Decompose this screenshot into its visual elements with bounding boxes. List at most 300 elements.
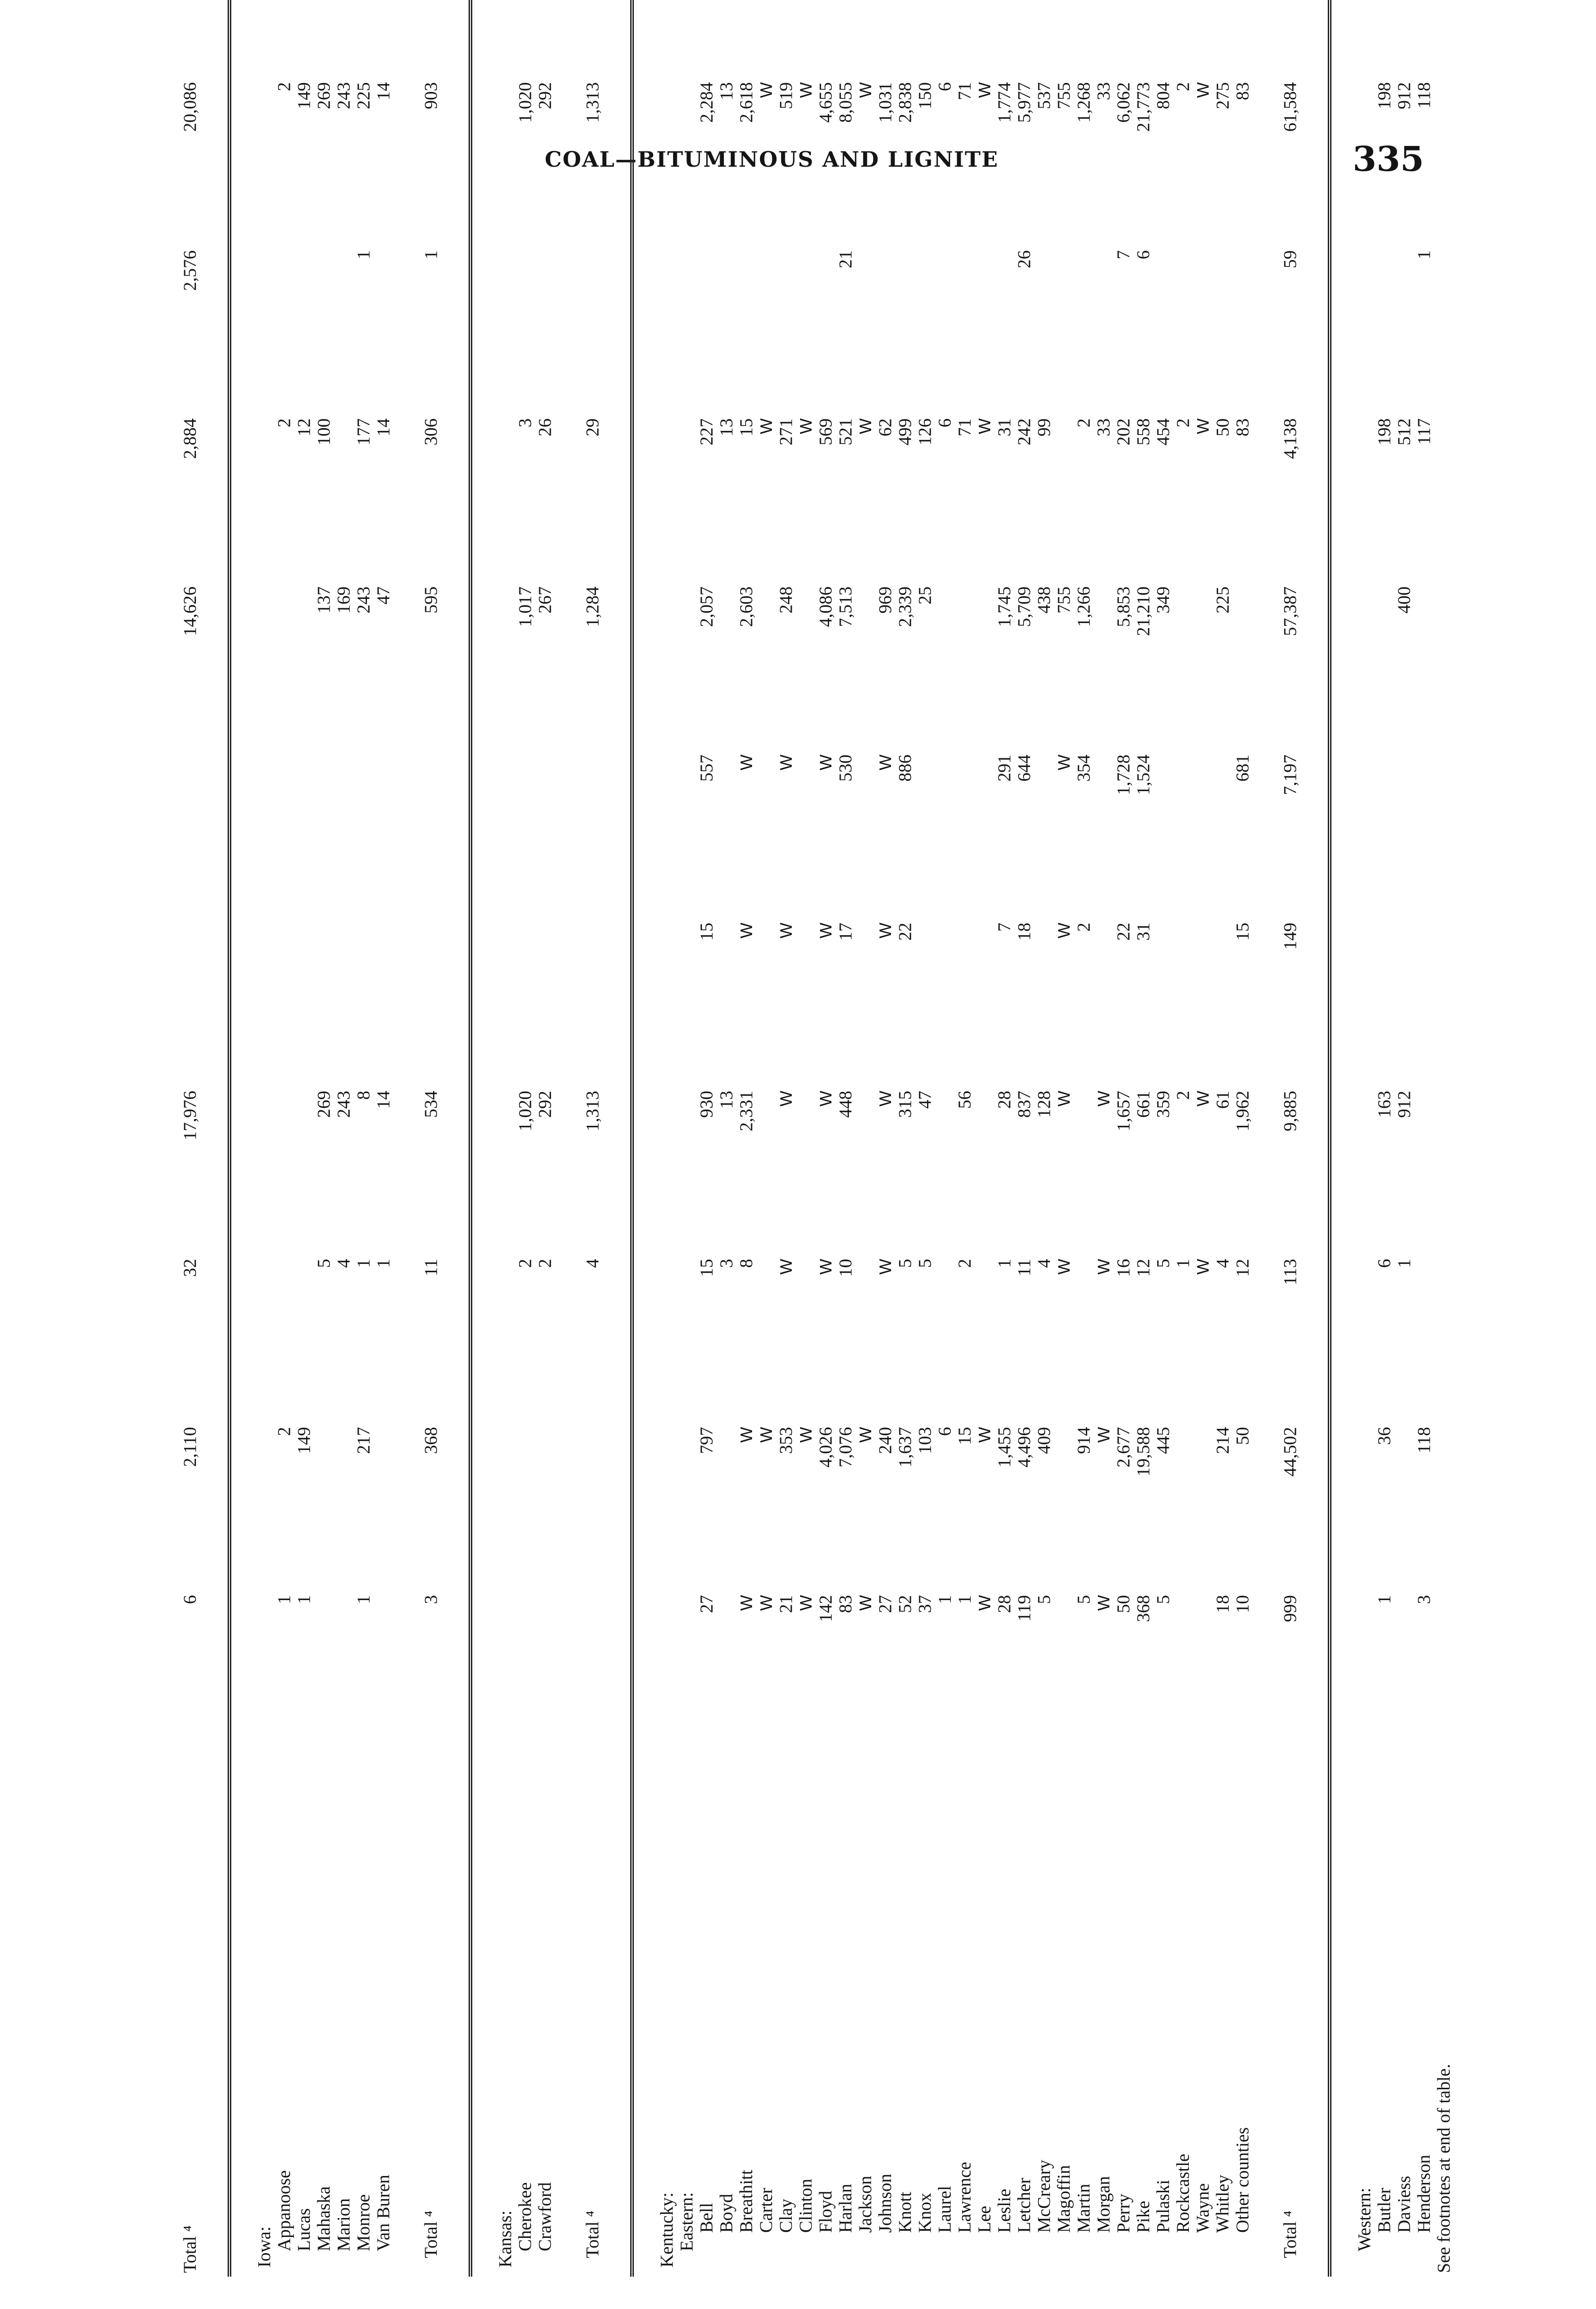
cell: 118: [1414, 1427, 1434, 1454]
cell: 10: [836, 1259, 855, 1277]
cell: [535, 751, 555, 919]
cell: [314, 1423, 334, 1591]
cell: [555, 0, 632, 79]
cell: W: [1054, 755, 1073, 770]
cell: 37: [915, 1595, 935, 1613]
row-label: Magoffin: [1054, 2165, 1074, 2233]
cell: [555, 1423, 632, 1591]
cell: 2: [1173, 82, 1193, 91]
cell: 47: [373, 586, 393, 604]
table-row: [1153, 0, 1173, 2277]
row-label: Total ⁴: [1253, 1759, 1330, 2277]
cell: 837: [1014, 1091, 1034, 1118]
row-label: Bell: [697, 2203, 717, 2233]
table-row: [776, 0, 796, 2277]
cell: 113: [1253, 1255, 1330, 1423]
row-label: Whitley: [1213, 2175, 1233, 2233]
row-label: Butler: [1374, 2188, 1394, 2233]
table-row: [816, 0, 836, 2277]
cell: 71: [955, 82, 975, 100]
subregion-heading-row: [677, 0, 697, 2277]
cell: 137: [314, 586, 334, 614]
cell: W: [796, 1427, 815, 1443]
cell: 163: [1374, 1091, 1394, 1118]
cell: 445: [1153, 1427, 1173, 1454]
cell: 15: [697, 923, 717, 941]
row-label: Pulaski: [1153, 2180, 1173, 2233]
cell: [1114, 0, 1133, 79]
row-label: Total ⁴: [175, 1759, 229, 2277]
cell: [1054, 247, 1074, 415]
table-row: [1074, 0, 1094, 2277]
cell: 243: [334, 1091, 354, 1118]
cell: [515, 919, 535, 1087]
row-label: Breathitt: [736, 2170, 756, 2233]
cell: W: [816, 755, 835, 770]
cell: 5,977: [1014, 82, 1034, 123]
cell: 198: [1374, 418, 1394, 446]
cell: 530: [836, 755, 855, 782]
cell: [796, 1255, 816, 1423]
cell: 2: [955, 1259, 975, 1268]
county-production-table: [175, 0, 1454, 2277]
cell: [1054, 415, 1074, 583]
cell: [274, 0, 294, 79]
cell: [717, 583, 736, 751]
cell: [314, 1591, 334, 1759]
cell: 6,062: [1114, 82, 1133, 123]
cell: [294, 751, 314, 919]
row-label: Clinton: [796, 2178, 816, 2233]
cell: W: [856, 418, 875, 434]
total-row: [1253, 0, 1330, 2277]
cell: [314, 247, 334, 415]
cell: 448: [836, 1091, 855, 1118]
cell: 33: [1094, 82, 1114, 100]
section-heading: Iowa:: [254, 2226, 274, 2267]
cell: [1094, 0, 1114, 79]
cell: 149: [294, 1427, 314, 1454]
cell: 61: [1213, 1091, 1233, 1109]
cell: 118: [1414, 82, 1434, 109]
cell: 20,086: [175, 79, 229, 247]
cell: W: [1193, 1091, 1212, 1106]
cell: 755: [1054, 586, 1074, 614]
cell: [855, 0, 875, 79]
cell: 50: [1213, 418, 1233, 436]
cell: [756, 0, 776, 79]
cell: [515, 0, 535, 79]
table-row: [915, 0, 935, 2277]
cell: [935, 583, 955, 751]
cell: [697, 247, 717, 415]
cell: [354, 919, 373, 1087]
cell: 26: [535, 418, 555, 436]
cell: 29: [555, 415, 632, 583]
cell: [975, 919, 994, 1087]
cell: 36: [1374, 1427, 1394, 1445]
table-row: [334, 0, 354, 2277]
cell: [1094, 751, 1114, 919]
cell: [915, 0, 935, 79]
cell: 292: [535, 1091, 555, 1118]
cell: 13: [717, 418, 736, 436]
cell: 103: [915, 1427, 935, 1454]
cell: 1,268: [1074, 82, 1094, 123]
cell: [975, 247, 994, 415]
cell: [274, 1087, 294, 1255]
cell: [717, 919, 736, 1087]
cell: [1414, 919, 1434, 1087]
cell: 1: [274, 1595, 294, 1604]
cell: [855, 583, 875, 751]
cell: [1094, 247, 1114, 415]
cell: W: [856, 1427, 875, 1443]
cell: 353: [776, 1427, 796, 1454]
cell: [535, 0, 555, 79]
cell: 1: [1173, 1259, 1193, 1268]
table-row: [994, 0, 1014, 2277]
cell: [334, 919, 354, 1087]
cell: 1,313: [555, 79, 632, 247]
cell: 7: [994, 923, 1014, 932]
table-row: [535, 0, 555, 2277]
cell: 6: [935, 418, 955, 428]
cell: 5: [1034, 1595, 1054, 1604]
cell: [1094, 583, 1114, 751]
cell: 11: [393, 1255, 470, 1423]
cell: 1: [1394, 1259, 1414, 1268]
cell: 44,502: [1253, 1423, 1330, 1591]
cell: 755: [1054, 82, 1074, 109]
cell: [175, 919, 229, 1087]
cell: 2,057: [697, 586, 717, 627]
cell: [1253, 0, 1330, 79]
cell: 1: [354, 250, 373, 260]
table-row: [1034, 0, 1054, 2277]
cell: [855, 1255, 875, 1423]
cell: W: [876, 755, 895, 770]
cell: 2: [274, 82, 294, 91]
cell: 557: [697, 755, 717, 782]
cell: 306: [393, 415, 470, 583]
cell: [975, 751, 994, 919]
cell: 21,210: [1133, 586, 1153, 636]
table-row: [836, 0, 855, 2277]
row-label: Van Buren: [373, 2175, 393, 2251]
cell: 1,962: [1233, 1091, 1253, 1131]
row-label: Mahaska: [314, 2186, 334, 2251]
cell: 1: [373, 1259, 393, 1268]
cell: [274, 919, 294, 1087]
cell: 912: [1394, 82, 1414, 109]
cell: 202: [1114, 418, 1133, 446]
cell: 2: [1173, 1091, 1193, 1100]
cell: 8,055: [836, 82, 855, 123]
cell: W: [856, 1595, 875, 1611]
cell: 2: [535, 1259, 555, 1268]
table-row: [717, 0, 736, 2277]
cell: 512: [1394, 418, 1414, 446]
cell: [1173, 1591, 1193, 1759]
cell: [354, 751, 373, 919]
cell: 126: [915, 418, 935, 446]
row-label: Henderson: [1414, 2155, 1434, 2233]
cell: [1193, 247, 1213, 415]
cell: [756, 1087, 776, 1255]
cell: [915, 751, 935, 919]
section-heading: Kansas:: [495, 2210, 515, 2267]
cell: [796, 583, 816, 751]
cell: [1034, 919, 1054, 1087]
table-row: [855, 0, 875, 2277]
cell: 2: [515, 1259, 535, 1268]
cell: [535, 1423, 555, 1591]
cell: 59: [1253, 247, 1330, 415]
cell: 368: [1133, 1595, 1153, 1622]
row-label: Total ⁴: [555, 1759, 632, 2277]
row-label: Morgan: [1094, 2176, 1114, 2233]
cell: [717, 751, 736, 919]
cell: 225: [354, 82, 373, 109]
cell: [1054, 1591, 1074, 1759]
cell: [1414, 583, 1434, 751]
cell: [1394, 0, 1414, 79]
cell: [1074, 0, 1094, 79]
cell: W: [757, 1427, 776, 1443]
cell: [935, 919, 955, 1087]
row-label: Lee: [975, 2206, 994, 2233]
cell: 5,709: [1014, 586, 1034, 627]
cell: 275: [1213, 82, 1233, 109]
table-body: [175, 0, 1454, 2277]
cell: [1394, 1423, 1414, 1591]
cell: 1,017: [515, 586, 535, 627]
cell: 269: [314, 1091, 334, 1118]
cell: [935, 0, 955, 79]
cell: [1414, 1255, 1434, 1423]
cell: 644: [1014, 755, 1034, 782]
cell: W: [1193, 1259, 1212, 1275]
section-heading: Western:: [1355, 2188, 1374, 2251]
table-row: [1394, 0, 1414, 2277]
table-row: [294, 0, 314, 2277]
cell: [1374, 751, 1394, 919]
cell: 9,885: [1253, 1087, 1330, 1255]
cell: 17,976: [175, 1087, 229, 1255]
table-row: [274, 0, 294, 2277]
table-row: [354, 0, 373, 2277]
cell: 21,773: [1133, 82, 1153, 132]
cell: 10: [1233, 1595, 1253, 1613]
cell: 1,020: [515, 1091, 535, 1131]
cell: [796, 0, 816, 79]
cell: 5: [915, 1259, 935, 1268]
cell: [1153, 919, 1173, 1087]
cell: 914: [1074, 1427, 1094, 1454]
cell: 227: [697, 418, 717, 446]
cell: 32: [175, 1255, 229, 1423]
cell: [756, 247, 776, 415]
cell: 6: [175, 1591, 229, 1759]
cell: 2,576: [175, 247, 229, 415]
cell: [535, 1591, 555, 1759]
cell: W: [1054, 1259, 1073, 1275]
cell: 6: [935, 82, 955, 91]
cell: [1094, 919, 1114, 1087]
cell: W: [975, 1595, 994, 1611]
table-row: [1193, 0, 1213, 2277]
cell: [294, 919, 314, 1087]
cell: 2,339: [895, 586, 915, 627]
cell: W: [876, 923, 895, 938]
cell: [294, 1255, 314, 1423]
table-row: [975, 0, 994, 2277]
cell: 21: [776, 1595, 796, 1613]
cell: 1,284: [555, 583, 632, 751]
cell: [535, 919, 555, 1087]
cell: 4,496: [1014, 1427, 1034, 1468]
cell: [975, 1255, 994, 1423]
cell: 4: [1213, 1259, 1233, 1268]
cell: [1414, 751, 1434, 919]
row-label: Johnson: [875, 2174, 895, 2233]
row-label: Knott: [895, 2192, 915, 2233]
cell: 454: [1153, 418, 1173, 446]
cell: [975, 1087, 994, 1255]
cell: [756, 751, 776, 919]
section-heading: See footnotes at end of table.: [1434, 2064, 1454, 2273]
cell: 1,455: [994, 1427, 1014, 1468]
row-label: Other counties: [1233, 2127, 1253, 2233]
cell: 3: [393, 1591, 470, 1759]
cell: 804: [1153, 82, 1173, 109]
cell: [373, 751, 393, 919]
cell: 6: [1133, 250, 1153, 260]
cell: 1,728: [1114, 755, 1133, 795]
cell: [1374, 919, 1394, 1087]
row-label: Wayne: [1193, 2183, 1213, 2233]
cell: [1394, 919, 1414, 1087]
row-label: Marion: [334, 2198, 354, 2251]
row-label: Jackson: [855, 2176, 875, 2233]
cell: [175, 0, 229, 79]
cell: 2: [1074, 923, 1094, 932]
cell: [294, 583, 314, 751]
cell: [274, 1255, 294, 1423]
cell: 225: [1213, 586, 1233, 614]
cell: [915, 247, 935, 415]
table-row: [1094, 0, 1114, 2277]
cell: 2: [1173, 418, 1193, 428]
cell: 1: [294, 1595, 314, 1604]
cell: 21: [836, 250, 855, 268]
cell: [354, 0, 373, 79]
cell: [1233, 583, 1253, 751]
cell: [1394, 751, 1414, 919]
cell: [1074, 1255, 1094, 1423]
cell: W: [796, 82, 815, 98]
cell: W: [737, 923, 756, 938]
cell: 912: [1394, 1091, 1414, 1118]
cell: W: [1094, 1427, 1113, 1443]
cell: 519: [776, 82, 796, 109]
cell: 5: [314, 1259, 334, 1268]
table-row: [1213, 0, 1233, 2277]
cell: [1034, 0, 1054, 79]
cell: [855, 1087, 875, 1255]
cell: 31: [1133, 923, 1153, 941]
cell: 521: [836, 418, 855, 446]
cell: [975, 583, 994, 751]
row-label: Lucas: [294, 2208, 314, 2251]
cell: 240: [875, 1427, 895, 1454]
cell: 83: [836, 1595, 855, 1613]
row-label: Floyd: [816, 2190, 836, 2233]
cell: W: [1094, 1595, 1113, 1611]
cell: 25: [915, 586, 935, 604]
row-label: Letcher: [1014, 2177, 1034, 2233]
cell: 969: [875, 586, 895, 614]
cell: 50: [1114, 1595, 1133, 1613]
table-row: [1374, 0, 1394, 2277]
cell: [935, 247, 955, 415]
cell: [756, 1255, 776, 1423]
cell: 271: [776, 418, 796, 446]
state-heading-row: [470, 0, 515, 2277]
cell: 198: [1374, 82, 1394, 109]
cell: [1193, 751, 1213, 919]
cell: [334, 1423, 354, 1591]
cell: W: [737, 1595, 756, 1611]
cell: W: [975, 1427, 994, 1443]
cell: [796, 247, 816, 415]
cell: W: [816, 1259, 835, 1275]
state-heading-row: [229, 0, 274, 2277]
cell: 1,524: [1133, 755, 1153, 795]
cell: [736, 0, 756, 79]
cell: 4,086: [816, 586, 836, 627]
cell: 13: [717, 1091, 736, 1109]
cell: [1213, 919, 1233, 1087]
cell: [1233, 0, 1253, 79]
cell: [1414, 1087, 1434, 1255]
cell: [334, 415, 354, 583]
row-label: Rockcastle: [1173, 2153, 1193, 2233]
cell: 1: [955, 1595, 975, 1604]
table-row: [955, 0, 975, 2277]
cell: 15: [697, 1259, 717, 1277]
cell: 2,284: [697, 82, 717, 123]
cell: 150: [915, 82, 935, 109]
cell: [816, 0, 836, 79]
cell: 1,266: [1074, 586, 1094, 627]
cell: [895, 247, 915, 415]
cell: 27: [697, 1595, 717, 1613]
cell: [1173, 247, 1193, 415]
cell: [555, 247, 632, 415]
cell: 214: [1213, 1427, 1233, 1454]
table-row: [1114, 0, 1133, 2277]
cell: 50: [1233, 1427, 1253, 1445]
cell: [1193, 919, 1213, 1087]
cell: 177: [354, 418, 373, 446]
cell: [717, 247, 736, 415]
cell: [1054, 1423, 1074, 1591]
table-row-top-total: [175, 0, 229, 2277]
cell: [373, 1591, 393, 1759]
row-label: Cherokee: [515, 2182, 535, 2251]
